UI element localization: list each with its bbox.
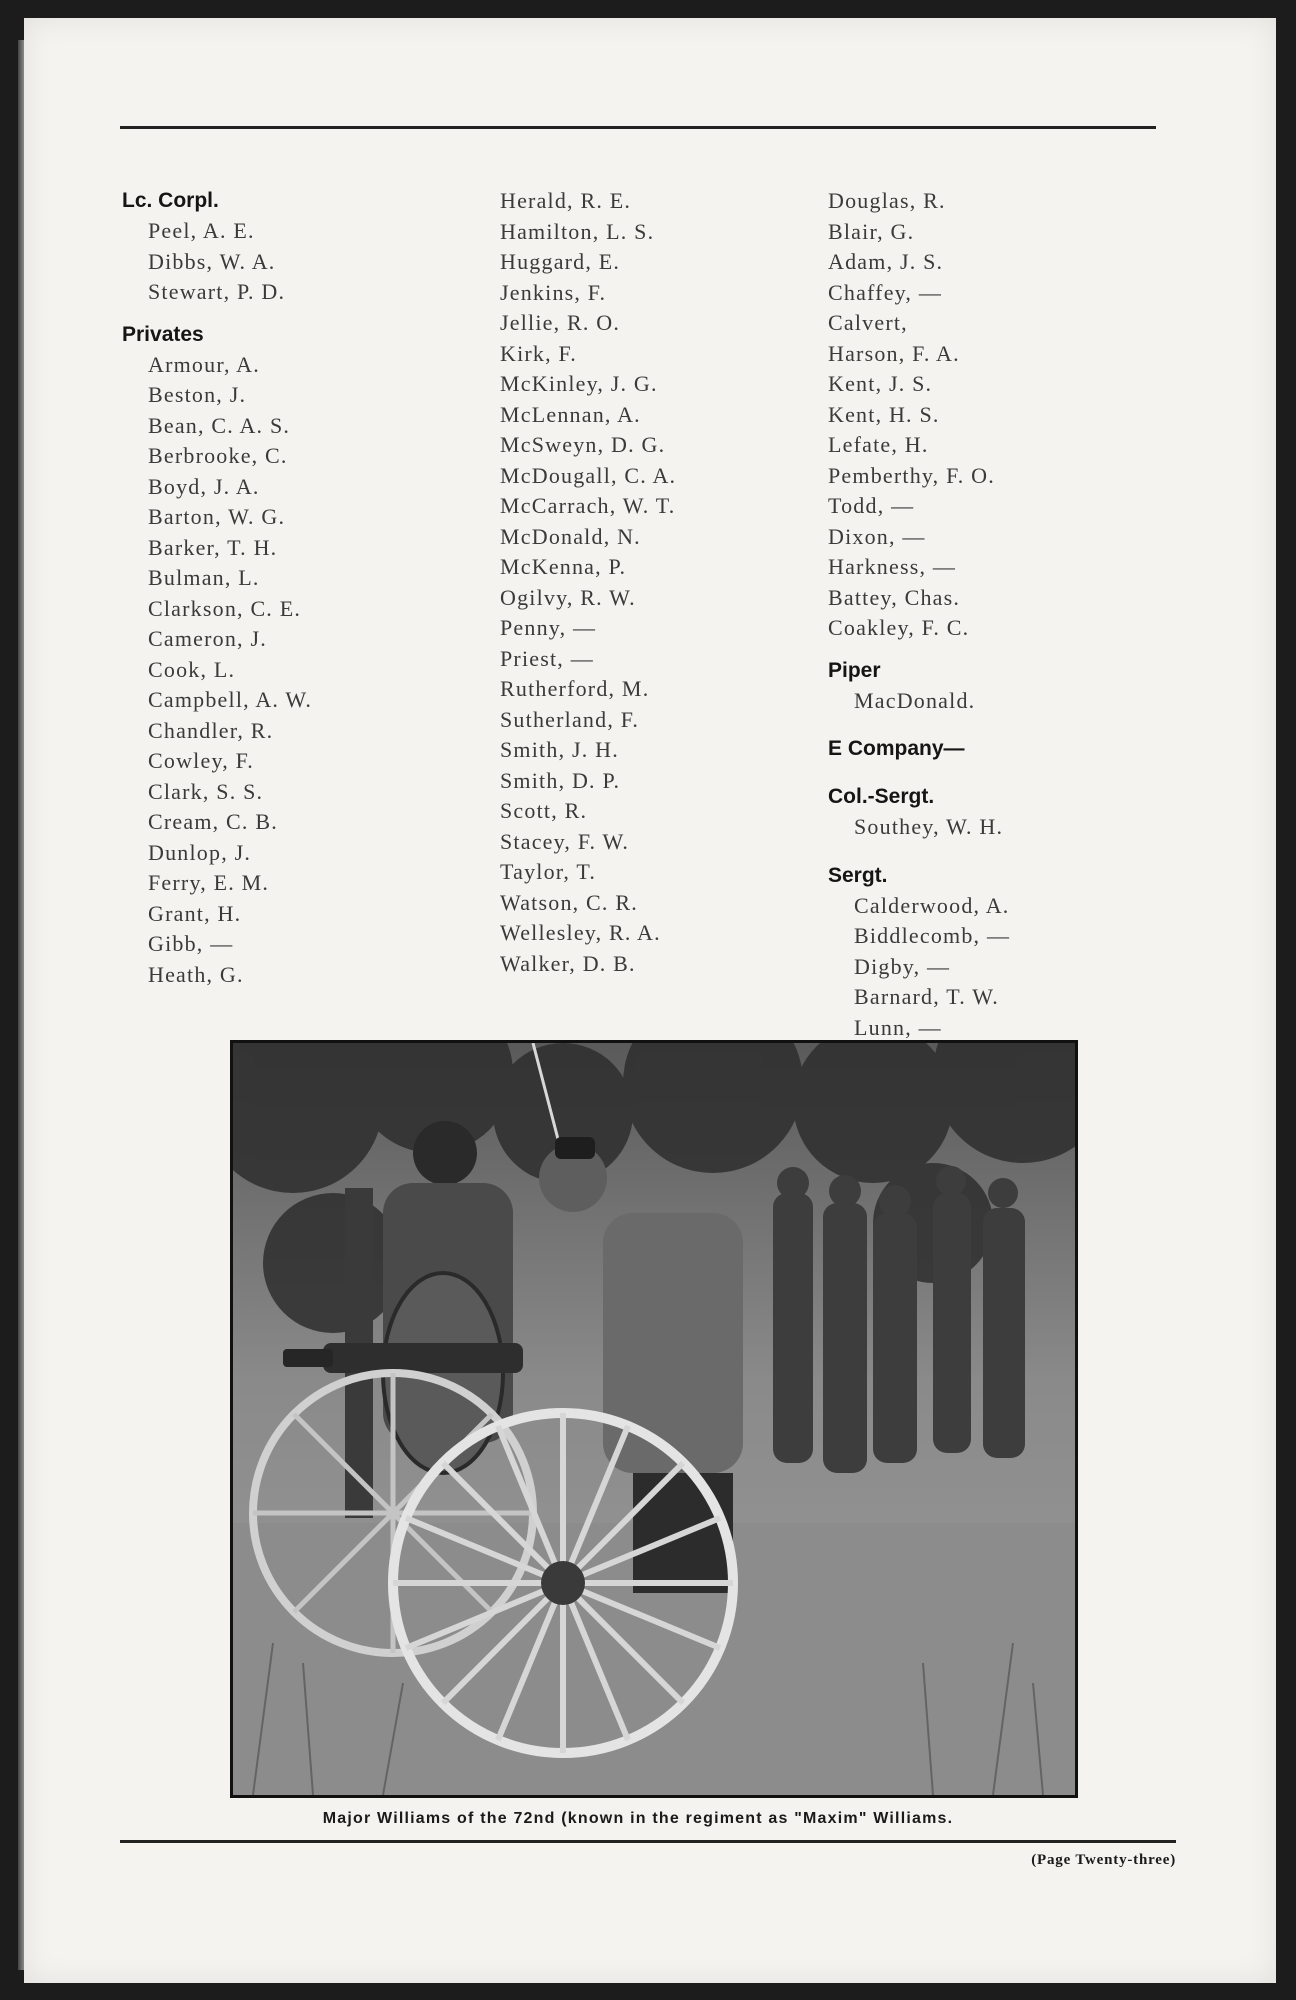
roster-name: Smith, J. H.: [500, 737, 619, 762]
roster-name: Kent, J. S.: [828, 371, 933, 396]
roster-name: Clarkson, C. E.: [148, 595, 302, 621]
roster-name: Coakley, F. C.: [828, 615, 970, 640]
roster-name: Berbrooke, C.: [148, 443, 288, 468]
roster-name: Dibbs, W. A.: [148, 248, 276, 274]
roster-name: Barker, T. H.: [148, 534, 278, 560]
roster-name: Douglas, R.: [828, 188, 946, 213]
roster-name: Campbell, A. W.: [148, 687, 313, 712]
roster-name: Jellie, R. O.: [500, 310, 621, 335]
roster-name: Cream, C. B.: [148, 809, 278, 834]
roster-name: Beston, J.: [148, 382, 247, 407]
roster-name: Dixon, —: [828, 523, 926, 549]
roster-name: Scott, R.: [500, 798, 588, 823]
roster-column-3: [828, 186, 1158, 1043]
roster-name: Southey, W. H.: [854, 814, 1004, 839]
roster-name: Boyd, J. A.: [148, 473, 260, 499]
roster-name: Penny, —: [500, 615, 597, 640]
roster-name: Ferry, E. M.: [148, 870, 270, 895]
roster-name: Kirk, F.: [500, 340, 577, 366]
roster-name: Todd, —: [828, 493, 915, 518]
roster-name: Rutherford, M.: [500, 676, 650, 701]
roster-name: Watson, C. R.: [500, 889, 638, 915]
roster-name: Taylor, T.: [500, 859, 597, 884]
roster-name: MacDonald.: [854, 687, 976, 713]
section-heading: Privates: [122, 322, 204, 346]
roster-name: McKinley, J. G.: [500, 371, 658, 396]
roster-name: Dunlop, J.: [148, 839, 252, 865]
roster-name: McCarrach, W. T.: [500, 493, 676, 518]
roster-name: Stewart, P. D.: [148, 279, 286, 304]
roster-name: Sutherland, F.: [500, 706, 640, 732]
roster-name: Lunn, —: [854, 1014, 942, 1040]
roster-name: Chandler, R.: [148, 717, 274, 743]
roster-name: Barnard, T. W.: [854, 984, 999, 1009]
roster-name: Bean, C. A. S.: [148, 412, 291, 438]
roster-name: Calderwood, A.: [854, 892, 1010, 918]
roster-name: Cook, L.: [148, 656, 236, 682]
roster-name: McLennan, A.: [500, 401, 641, 427]
roster-name: Adam, J. S.: [828, 249, 944, 274]
roster-name: Harkness, —: [828, 554, 957, 579]
roster-name: Blair, G.: [828, 218, 915, 244]
roster-name: McSweyn, D. G.: [500, 432, 666, 457]
roster-name: Biddlecomb, —: [854, 923, 1011, 948]
roster-name: McDonald, N.: [500, 523, 641, 549]
roster-name: Clark, S. S.: [148, 778, 264, 804]
roster-name: Gibb, —: [148, 931, 234, 956]
roster-name: Cameron, J.: [148, 626, 267, 651]
roster-name: Peel, A. E.: [148, 218, 255, 243]
section-heading: E Company—: [828, 737, 965, 760]
roster-name: Calvert,: [828, 310, 908, 335]
roster-name: Priest, —: [500, 645, 594, 671]
roster-name: Chaffey, —: [828, 279, 943, 305]
roster-name: Cowley, F.: [148, 748, 254, 773]
roster-name: Battey, Chas.: [828, 584, 961, 610]
photo-major-williams-maxim-gun: [230, 1040, 1078, 1798]
roster-name: McKenna, P.: [500, 554, 627, 579]
roster-name: Walker, D. B.: [500, 950, 636, 976]
page-number: (Page Twenty-three): [1031, 1852, 1176, 1868]
roster-name: Lefate, H.: [828, 432, 929, 457]
bottom-rule: [120, 1840, 1176, 1843]
roster-name: Wellesley, R. A.: [500, 920, 661, 945]
roster-name: Huggard, E.: [500, 249, 621, 274]
roster-name: Pemberthy, F. O.: [828, 462, 995, 488]
photo-caption: Major Williams of the 72nd (known in the regiment as "Maxim" Williams.: [322, 1810, 954, 1827]
roster-name: Hamilton, L. S.: [500, 218, 655, 244]
photo-illustration: [233, 1043, 1075, 1795]
roster-name: Kent, H. S.: [828, 401, 940, 427]
roster-name: Heath, G.: [148, 961, 244, 987]
roster-name: Bulman, L.: [148, 565, 260, 590]
roster-name: Harson, F. A.: [828, 340, 960, 366]
roster-column-1: [122, 186, 482, 990]
section-heading: Sergt.: [828, 863, 888, 887]
roster-name: Barton, W. G.: [148, 504, 286, 529]
roster-name: Smith, D. P.: [500, 767, 621, 793]
roster-name: Ogilvy, R. W.: [500, 584, 636, 610]
roster-name: McDougall, C. A.: [500, 462, 677, 488]
roster-name: Digby, —: [854, 953, 951, 979]
roster-column-2: [500, 186, 830, 979]
top-rule: [120, 126, 1156, 129]
section-heading: Col.-Sergt.: [828, 785, 935, 808]
roster-name: Jenkins, F.: [500, 279, 607, 305]
roster-name: Armour, A.: [148, 351, 260, 377]
section-heading: Lc. Corpl.: [122, 189, 219, 212]
roster-name: Stacey, F. W.: [500, 828, 630, 854]
roster-name: Herald, R. E.: [500, 188, 632, 213]
section-heading: Piper: [828, 658, 881, 682]
roster-name: Grant, H.: [148, 900, 242, 926]
